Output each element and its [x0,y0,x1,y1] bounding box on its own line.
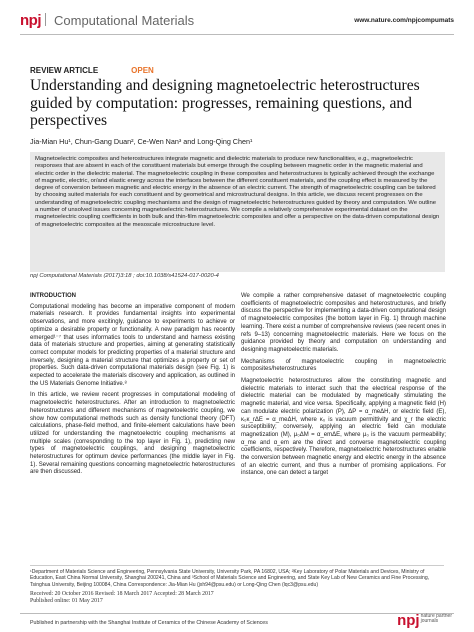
journal-name: Computational Materials [54,13,195,28]
npj-mark: npj [397,612,420,629]
journal-url[interactable]: www.nature.com/npjcompumats [354,17,454,24]
open-access-badge: OPEN [131,66,154,75]
affiliations-footnote: ¹Department of Materials Science and Engineering, Pennsylvania State University, University Park, PA 16802, USA; ²Key Laboratory of Polar Materials and Devices, Ministry of Education, East China Normal University, Shanghai 200241, China and ³School of Materials Science and Engineering, and State Key Lab of New Ceramics and Fine Processing, Tsinghua University, Beijing 100084, China Correspondence: Jia-Mian Hu (jxh94@psu.edu) or Long-Qing Chen (lqc3@psu.edu) [30,569,430,588]
author-list: Jia-Mian Hu¹, Chun-Gang Duan², Ce-Wen Nan³ and Long-Qing Chen¹ [30,137,253,146]
received-dates: Received: 20 October 2016 Revised: 18 March 2017 Accepted: 28 March 2017 [30,591,214,597]
left-column [30,293,235,481]
header-divider [20,34,454,35]
page-header [20,12,454,30]
section-heading: INTRODUCTION [30,293,76,299]
npj-logo: npj [20,12,50,29]
publisher-line: Published in partnership with the Shanghai Institute of Ceramics of the Chinese Academy of Sciences [30,620,268,626]
article-type: REVIEW ARTICLE [30,66,99,75]
published-date: Published online: 01 May 2017 [30,598,103,604]
footer-divider [20,613,454,614]
partner-text: nature partner journals [420,612,452,624]
subsection-heading: Mechanisms of magnetoelectric coupling in magnetoelectric composites/heterostructures [241,358,446,373]
article-meta [30,66,154,75]
footnote-divider [30,565,444,566]
right-column [241,293,446,482]
paragraph: Magnetoelectric heterostructures allow the constituting magnetic and dielectric materials to interact such that the electrical response of the dielectric material can be modulated by magnetically stimulating the magnetic material, and vice versa. Specifically, applying a magnetic field (H) can modulate electric polarization (P), ΔP = α_meΔH, or electric field (E), κ₀κ_rΔE = α_meΔH, where κ₀ is vacuum permittivity and χ_r the electric susceptibility; conversely, applying an electric field can modulate magnetization (M), μ₀ΔM = α_emΔE, where μ₀ is the vacuum permeability; α_me and α_em are the direct and converse magnetoelectric coupling coefficients, respectively. Therefore, magnetoelectric heterostructures enable the conversion between magnetic energy and electric energy in the absence of an electric current, and thus a number of promising applications. For instance, one can detect a target [241,378,446,477]
paragraph: We compile a rather comprehensive dataset of magnetoelectric coupling coefficients of magnetoelectric composites and heterostructures, and briefly discuss the perspective for implementing a data-driven computational design of magnetoelectric composites (the bottom layer in Fig. 1) through machine learning. There exist a number of comprehensive reviews (see recent ones in refs 9–13) concerning magnetoelectric materials. Here we focus on the guidance provided by theory and computation on understanding and designing magnetoelectric materials. [241,293,446,353]
article-title: Understanding and designing magnetoelectric heterostructures guided by computation: progresses, remaining questions, and perspectives [30,77,420,129]
abstract-box: Magnetoelectric composites and heterostructures integrate magnetic and dielectric materials to produce new functionalities, e.g., magnetoelectric responses that are absent in each of the constituent materials but emerge through the coupling between magnetic order in the magnetic material and electric order in the dielectric material. The magnetoelectric coupling in these composites and heterostructures is typically achieved through the exchange of magnetic, electric, or/and elastic energy across the interfaces between the different constituent materials, and the coupling effect is measured by the degree of conversion between magnetic and electric energy in the absence of an electric current. The strength of magnetoelectric coupling can be tailored by choosing suited materials for each constituent and by geometrical and microstructural designs. In this article, we discuss recent progresses on the understanding of magnetoelectric coupling mechanisms and the design of magnetoelectric heterostructures guided by theory and computation. We outline a number of unsolved issues concerning magnetoelectric heterostructures. We compile a relatively comprehensive experimental dataset on the magnetoelectric coupling coefficients in both bulk and thin-film magnetoelectric composites and offer a perspective on the data-driven computational design of magnetoelectric composites at the mesoscale microstructure level. [30,152,445,272]
paragraph: In this article, we review recent progresses in computational modeling of magnetoelectric heterostructures. After an introduction to magnetoelectric heterostructures and different mechanisms of magnetoelectric coupling, we show how computational methods such as density functional theory (DFT) calculations, phase-field method, and finite-element calculations have been utilized for understanding the magnetoelectric coupling mechanisms at multiple scales (corresponding to the top layer in Fig. 1), predicting new types of magnetoelectric couplings, and designing magnetoelectric heterostructures for optimum device performances (the middle layer in Fig. 1). Several remaining questions concerning magnetoelectric heterostructures are then discussed. [30,392,235,476]
article-dates [30,591,214,605]
nature-partner-logo [397,612,452,630]
citation-line: npj Computational Materials (2017)3:18 ; doi:10.1038/s41524-017-0020-4 [30,273,219,279]
paragraph: Computational modeling has become an imperative component of modern materials research. It provides fundamental insights into experimental observations, and more excitingly, guidance to experiments to achieve or optimize a desirable property or functionality. A new paradigm has recently emerged¹⁻⁷ that uses informatics tools to understand and harness existing data of materials structure and properties, aiming at generating statistically correct computer models for predicting properties of a material structure and inversely, designing a material structure that optimizes a property or set of properties. Such data-driven computational materials design (see Fig. 1) is expected to accelerate the materials discovery and application, as outlined in the US Materials Genome Initiative.⁸ [30,303,235,387]
